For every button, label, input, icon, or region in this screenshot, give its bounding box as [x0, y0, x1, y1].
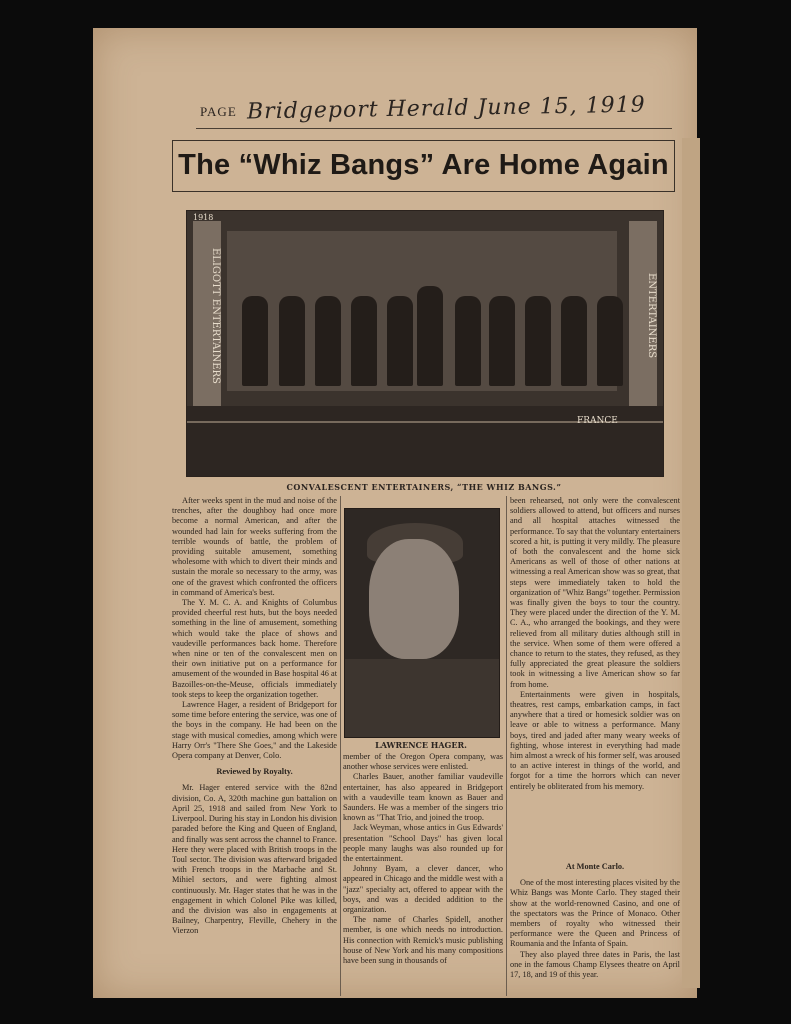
performer-figure — [597, 296, 623, 386]
portrait-caption: LAWRENCE HAGER. — [375, 740, 467, 750]
paragraph: member of the Oregon Opera company, was another whose services were enlisted. — [343, 752, 503, 772]
headline-box — [172, 140, 675, 192]
performer-figure — [561, 296, 587, 386]
subheading: Reviewed by Royalty. — [216, 767, 293, 777]
portrait-photo — [344, 508, 500, 738]
performer-figure — [417, 286, 443, 386]
adjacent-page-edge — [682, 138, 700, 988]
paragraph: The name of Charles Spidell, another member, is one which needs no introduction. His connection with Remick's music publishing house of New York and his many compositions have been sung in thousands of — [343, 915, 503, 966]
paragraph: Charles Bauer, another familiar vaudeville entertainer, has also appeared in Bridgeport with a vaudeville team known as Bauer and Saunders. He was a member of the singers trio known as "That Trio, and joined the troop. — [343, 772, 503, 823]
article-column-1 — [172, 496, 337, 937]
article-column-3-continued — [510, 862, 680, 980]
portrait-face — [369, 539, 459, 659]
column-divider — [506, 496, 507, 996]
headline: The “Whiz Bangs” Are Home Again — [178, 149, 669, 181]
performer-figure — [387, 296, 413, 386]
performer-figure — [489, 296, 515, 386]
photo-sign-left: ELIGOTT ENTERTAINERS — [193, 221, 221, 411]
handwritten-source-note: Bridgeport Herald June 15, 1919 — [246, 92, 646, 125]
article-column-2 — [343, 752, 503, 966]
paragraph: The Y. M. C. A. and Knights of Columbus provided cheerful rest huts, but the boys needed something in the line of amusement, something which would take the place of shows and vaudeville performances back home. Therefore when nine or ten of the convalescent men on their own initiative put on a performance for amusement of the wounded in Base hospital 46 at Bazoilles-on-the-Meuse, officials immediately took steps to keep the organization together. — [172, 598, 337, 699]
performer-figure — [279, 296, 305, 386]
group-photo — [186, 210, 664, 477]
article-column-3 — [510, 496, 680, 792]
performer-figure — [315, 296, 341, 386]
paragraph: been rehearsed, not only were the convalescent soldiers allowed to attend, but officers and nurses and all hospital attaches witnessed the performance. To say that the voluntary entertainers scored a hit, is putting it very mildly. The pleasure of both the convalescent and the home sick Americans as well of those of other nations at witnessing a real American show was so great, that steps were immediately taken to hold the organization of "Whiz Bangs" together. Permission was finally given the boys to tour the country. They were placed under the direction of the Y. M. C. A., who arranged the bookings, and they were relieved from all military duties although still in the service. When some of them were offered a chance to return to the states, they refused, as they fully appreciated the great pleasure the soldiers took in witnessing a live American show so far from home. — [510, 496, 680, 689]
paragraph: Entertainments were given in hospitals, theatres, rest camps, embarkation camps, in fact anywhere that a tired or homesick soldier was on leave or able to witness a performance. Many boys, tired and jaded after many weary weeks of fighting, whose interest in everything had made him almost a wreck of his former self, was aroused to an active interest in things of the world, and forgot for a time the horrors which can never entirely be obliterated from his memory. — [510, 689, 680, 791]
photo-caption: CONVALESCENT ENTERTAINERS, “THE WHIZ BANGS.” — [286, 482, 562, 492]
paragraph: Lawrence Hager, a resident of Bridgeport for some time before entering the service, was one of the boys in the company. He had been on the stage with musical comedies, among which were Harry Orr's "There She Goes," and the Lakeside Opera company at Denver, Colo. — [172, 700, 337, 761]
paragraph: Jack Weyman, whose antics in Gus Edwards' presentation "School Days" has given local people many laughs was also rounded up for the entertainment. — [343, 823, 503, 864]
portrait-coat — [345, 659, 499, 738]
paragraph: One of the most interesting places visited by the Whiz Bangs was Monte Carlo. They staged their show at the world-renowned Casino, and one of the spectators was the Prince of Monaco. Other members of royalty who witnessed their performance were the Queen and Princess of Roumania and the Infanta of Spain. — [510, 878, 680, 949]
performer-figure — [455, 296, 481, 386]
photo-corner-label: 1918 — [193, 213, 214, 222]
performer-figure — [525, 296, 551, 386]
paragraph: They also played three dates in Paris, the last one in the famous Champ Elysees theatre on April 17, 18, and 19 of this year. — [510, 949, 680, 980]
header-rule — [196, 128, 672, 129]
paragraph: Johnny Byam, a clever dancer, who appeared in Chicago and the middle west with a "jazz" specialty act, offered to appear with the boys, and was a decided addition to the organization. — [343, 864, 503, 915]
performer-figure — [242, 296, 268, 386]
page-label: PAGE — [200, 104, 237, 119]
paragraph: After weeks spent in the mud and noise of the trenches, after the doughboy had once more become a normal American, and after the wounded had lain for weeks suffering from the terrible wounds of battle, the problem of providing suitable amusement, something wholesome with which to divert their minds and sustain the morale so necessary to the army, was one of the gravest which confronted the officers in command of America's best. — [172, 496, 337, 597]
column-divider — [340, 496, 341, 996]
photo-sign-right: ENTERTAINERS — [629, 221, 657, 411]
photo-france-label: FRANCE — [577, 416, 618, 426]
performer-figure — [351, 296, 377, 386]
subheading: At Monte Carlo. — [565, 862, 625, 871]
paragraph: Mr. Hager entered service with the 82nd division, Co. A, 320th machine gun battalion on April 25, 1918 and sailed from New York to Liverpool. During his stay in London his division paraded before the King and Queen of England, and finally was sent across the channel to France. Here they were placed with British troops in the Toul sector. The division was afterward brigaded with French troops in the Marbache and St. Mihiel sectors, and were fighting almost continuously. Mr. Hager states that he was in the engagement in which Colonel Pike was killed, and the division was also in engagements at Bailney, Charpentry, Fleville, Chehery in the Vierzon — [172, 783, 337, 936]
